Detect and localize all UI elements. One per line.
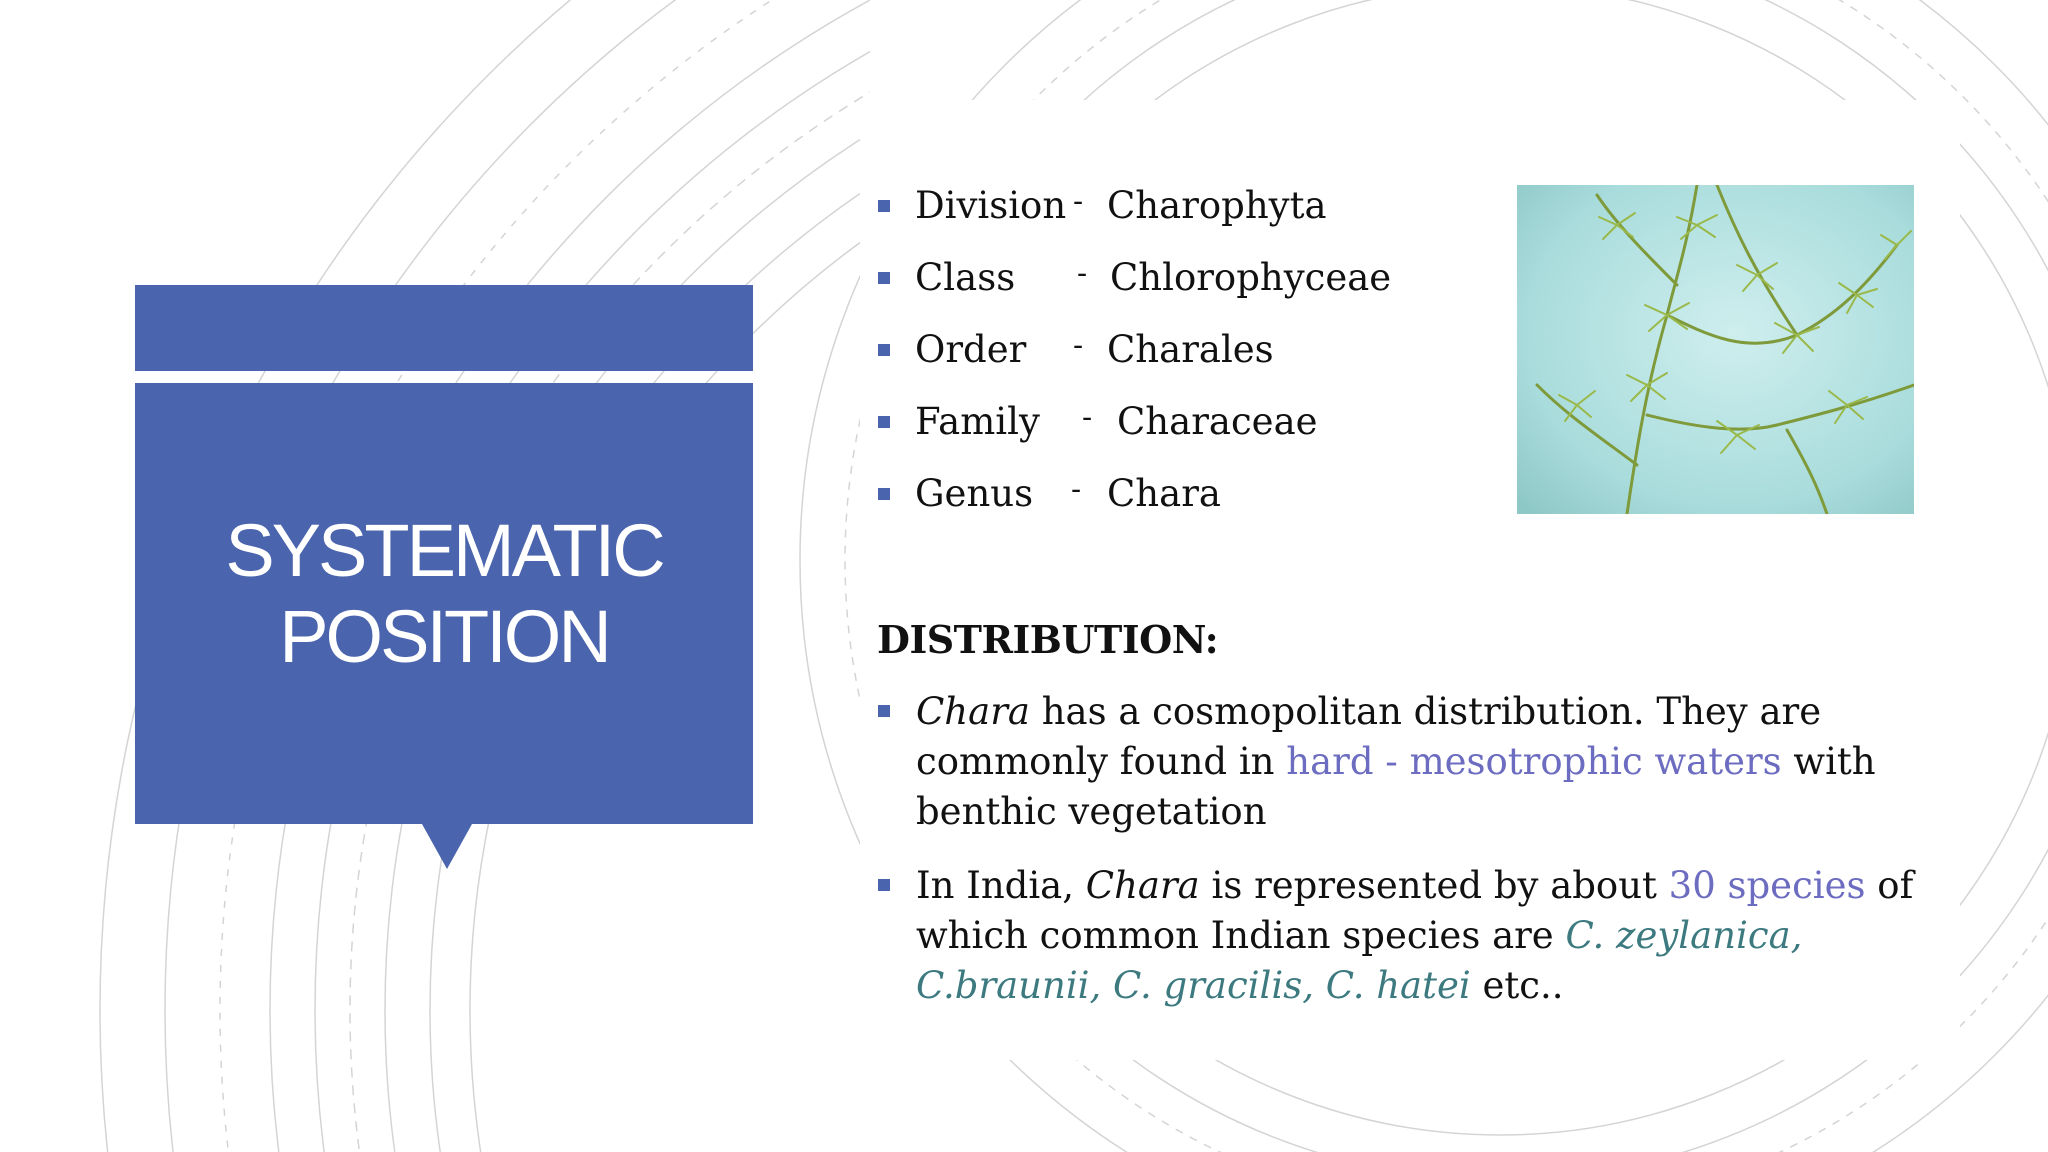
taxonomy-list [878, 178, 1438, 538]
square-bullet-icon [878, 416, 890, 428]
highlighted-phrase: hard - mesotrophic waters [1286, 740, 1782, 783]
highlighted-phrase: 30 species [1668, 864, 1866, 907]
taxonomy-value: Chlorophyceae [1110, 256, 1392, 299]
square-bullet-icon [878, 344, 890, 356]
taxonomy-value: Charales [1107, 328, 1274, 371]
taxonomy-dash: - [1073, 184, 1084, 219]
species-list: C. zeylanica, C.braunii, C. gracilis, C. hatei [916, 914, 1803, 1007]
taxonomy-value: Chara [1107, 472, 1221, 515]
slide-title-line-1: SYSTEMATIC [225, 509, 663, 592]
square-bullet-icon [878, 705, 890, 717]
genus-name: Chara [1085, 864, 1200, 907]
taxonomy-rank: Class [915, 256, 1016, 299]
taxonomy-rank: Order [915, 328, 1027, 371]
taxonomy-item-family [878, 394, 1438, 466]
chara-plant-image [1517, 185, 1914, 514]
square-bullet-icon [878, 272, 890, 284]
taxonomy-rank: Genus [915, 472, 1034, 515]
text-segment: is represented by about [1199, 864, 1669, 907]
genus-name: Chara [916, 690, 1030, 733]
square-bullet-icon [878, 488, 890, 500]
slide-title [135, 508, 753, 680]
taxonomy-item-genus [878, 466, 1438, 538]
text-segment: with benthic vegetation [916, 740, 1876, 833]
taxonomy-value: Characeae [1117, 400, 1318, 443]
distribution-paragraph-1 [878, 687, 1958, 837]
square-bullet-icon [878, 200, 890, 212]
text-segment: etc.. [1470, 964, 1564, 1007]
taxonomy-dash: - [1082, 400, 1093, 435]
title-accent-strip [135, 285, 753, 371]
taxonomy-item-class [878, 250, 1438, 322]
taxonomy-item-division [878, 178, 1438, 250]
taxonomy-dash: - [1073, 328, 1084, 363]
square-bullet-icon [878, 879, 890, 891]
taxonomy-dash: - [1071, 472, 1082, 507]
taxonomy-dash: - [1077, 256, 1088, 291]
callout-pointer [422, 824, 472, 869]
distribution-text-2 [916, 861, 1958, 1011]
taxonomy-value: Charophyta [1107, 184, 1327, 227]
taxonomy-rank: Family [915, 400, 1040, 443]
slide-title-line-2: POSITION [279, 595, 609, 678]
text-segment: of which common Indian species are [916, 864, 1914, 957]
taxonomy-item-order [878, 322, 1438, 394]
taxonomy-rank: Division [915, 184, 1067, 227]
chara-photo [1517, 185, 1914, 514]
text-segment: has a cosmopolitan distribution. They are commonly found in [916, 690, 1822, 783]
distribution-text-1 [916, 687, 1958, 837]
text-segment: In India, [916, 864, 1086, 907]
title-callout [135, 383, 753, 824]
distribution-paragraph-2 [878, 861, 1958, 1011]
distribution-heading: DISTRIBUTION: [877, 617, 1219, 662]
